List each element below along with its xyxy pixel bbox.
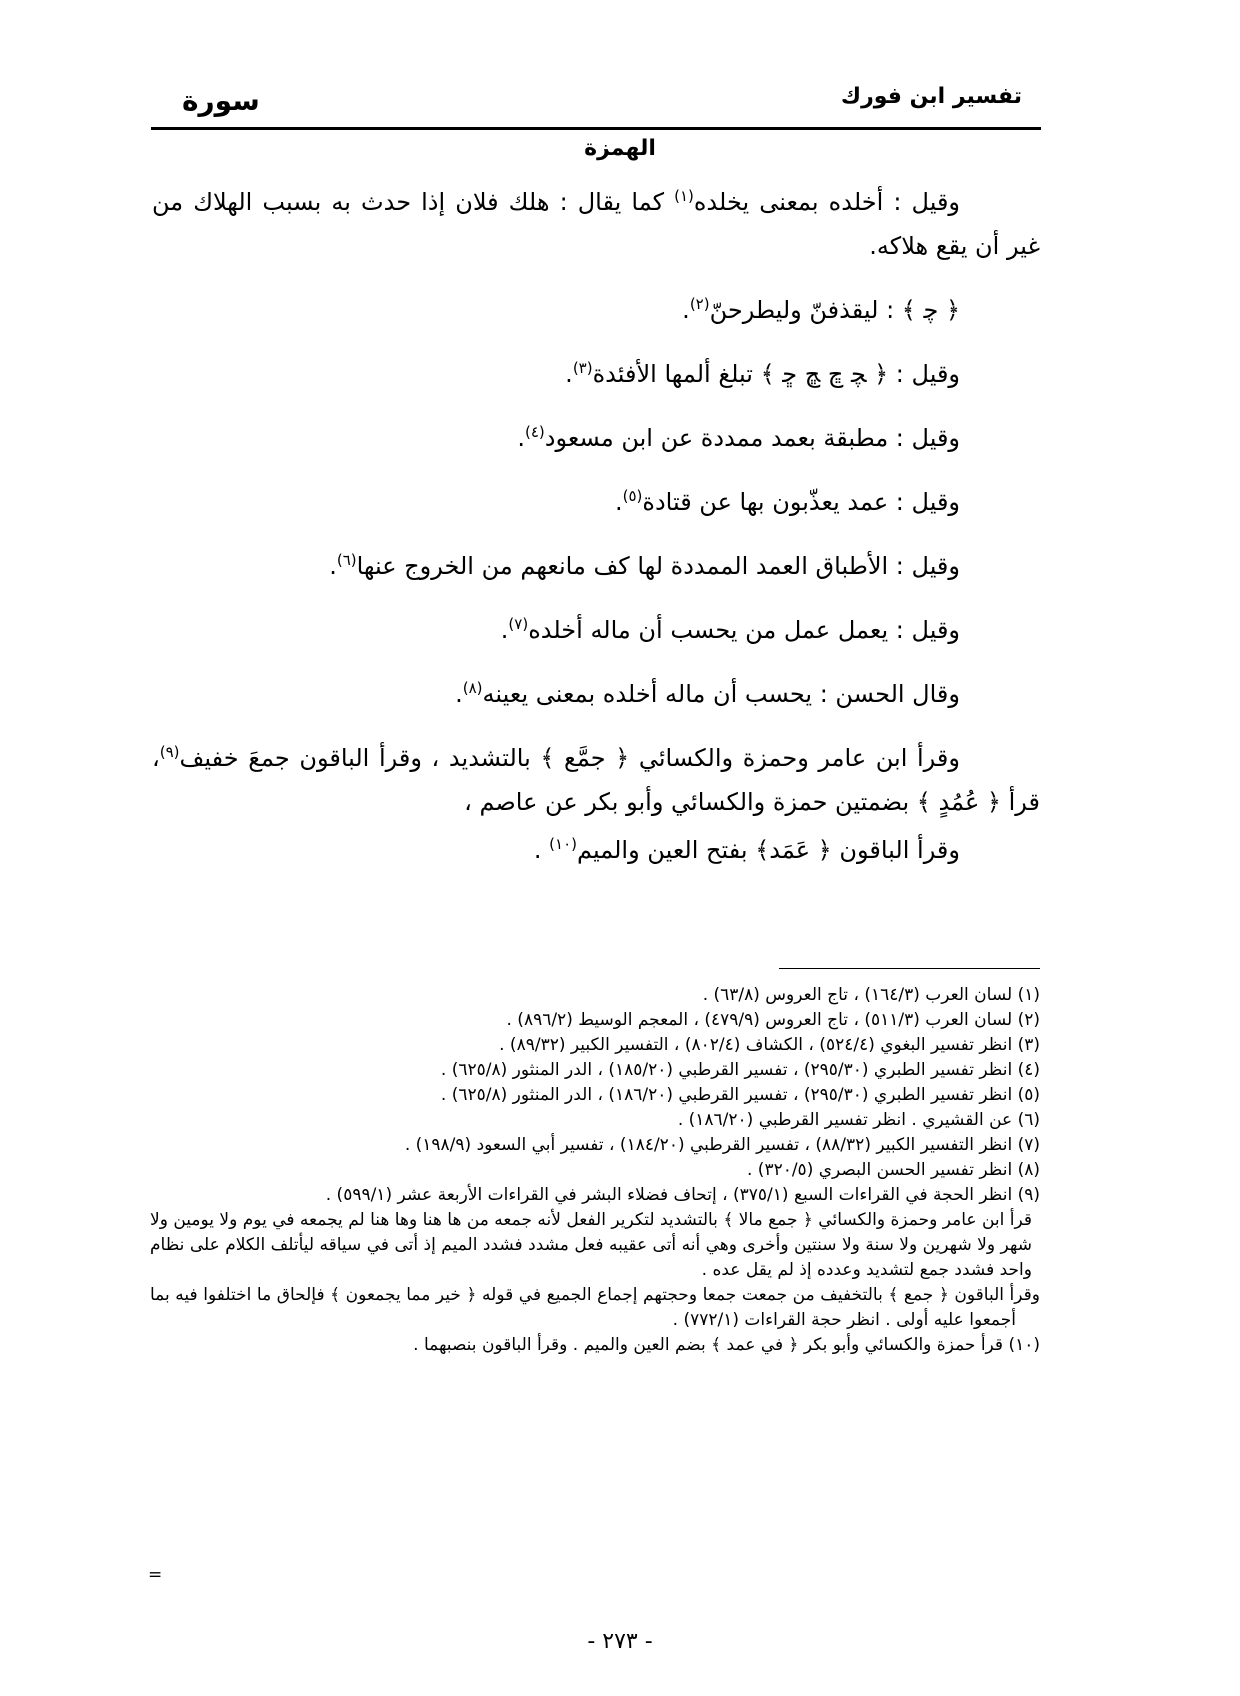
paragraph-text: . bbox=[565, 360, 573, 388]
footnote-continuation: قرأ ابن عامر وحمزة والكسائي ﴿ جمع مالا ﴾ بالتشديد لتكرير الفعل لأنه جمعه من ها هنا وها هنا لم يجمعه في يوم ولا يومين ولا شهر ولا شهرين ولا سنة ولا سنتين وأخرى وهي أنه أتى عقيبه فعل مشدد فشدد الميم إذ أتى في سياقه ليأتلف الكلام على نظام واحد فشدد جمع لتشديد وعدده إذ لم يقل عده . bbox=[150, 1210, 1032, 1280]
body-paragraph bbox=[152, 672, 1040, 716]
footnote: (١) لسان العرب (١٦٤/٣) ، تاج العروس (٦٣/٨) . bbox=[702, 985, 1040, 1005]
paragraph-text: وقيل : أخلده بمعنى يخلده bbox=[693, 188, 961, 216]
paragraph-text: كما يقال : هلك فلان إذا حدث به بسبب الهلاك من غير أن يقع هلاكه. bbox=[152, 188, 1040, 260]
running-head-book-title: تفسير ابن فورك bbox=[840, 84, 1022, 109]
paragraph-text: وقرأ الباقون ﴿ عَمَد﴾ بفتح العين والميم bbox=[577, 836, 960, 864]
footnote-ref: (٧) bbox=[508, 615, 529, 633]
paragraph-text: . bbox=[455, 680, 463, 708]
paragraph-text: . bbox=[500, 616, 509, 644]
paragraph-text: وقيل : عمد يعذّبون بها عن قتادة bbox=[642, 488, 960, 516]
footnote-ref: (٥) bbox=[622, 487, 643, 505]
paragraph-text: وقيل : يعمل عمل من يحسب أن ماله أخلده bbox=[528, 616, 960, 644]
paragraph-text: ﴿ ﭼ ﴾ : ليقذفنّ وليطرحنّ bbox=[709, 296, 960, 324]
body-paragraph bbox=[152, 736, 1040, 824]
paragraph-text: . bbox=[329, 552, 337, 580]
footnote: (٦) عن القشيري . انظر تفسير القرطبي (١٨٦/٢٠) . bbox=[677, 1110, 1040, 1130]
footnote-ref: (١٠) bbox=[549, 835, 578, 853]
footnote-ref: (٣) bbox=[572, 359, 593, 377]
footnote: (٥) انظر تفسير الطبري (٢٩٥/٣٠) ، تفسير القرطبي (١٨٦/٢٠) ، الدر المنثور (٦٢٥/٨) . bbox=[440, 1085, 1040, 1105]
footnote: (٣) انظر تفسير البغوي (٥٢٤/٤) ، الكشاف (٨٠٢/٤) ، التفسير الكبير (٨٩/٣٢) . bbox=[499, 1035, 1040, 1055]
page-number: - ٢٧٣ - bbox=[587, 1629, 653, 1654]
continuation-mark: = bbox=[148, 1565, 163, 1585]
footnote-separator bbox=[779, 968, 1040, 969]
footnote-ref: (٦) bbox=[336, 551, 357, 569]
body-paragraph bbox=[152, 352, 1040, 396]
paragraph-text: وقرأ ابن عامر وحمزة والكسائي ﴿ جمَّع ﴾ بالتشديد ، وقرأ الباقون جمعَ خفيف bbox=[179, 744, 960, 772]
footnote: (٨) انظر تفسير الحسن البصري (٣٢٠/٥) . bbox=[746, 1160, 1040, 1180]
footnote-ref: (٢) bbox=[689, 295, 710, 313]
body-paragraph bbox=[152, 544, 1040, 588]
main-text-block bbox=[152, 180, 1040, 872]
footnote-ref: (١) bbox=[674, 187, 694, 205]
footnote: (١٠) قرأ حمزة والكسائي وأبو بكر ﴿ في عمد ﴾ بضم العين والميم . وقرأ الباقون بنصبهما . bbox=[413, 1335, 1040, 1355]
body-paragraph bbox=[152, 480, 1040, 524]
body-paragraph bbox=[152, 180, 1040, 268]
body-paragraph bbox=[152, 828, 1040, 872]
running-head-surah-name: الهمزة bbox=[584, 136, 656, 161]
paragraph-text: وقيل : الأطباق العمد الممددة لها كف مانعهم من الخروج عنها bbox=[356, 552, 960, 580]
footnote: (٧) انظر التفسير الكبير (٨٨/٣٢) ، تفسير القرطبي (١٨٤/٢٠) ، تفسير أبي السعود (١٩٨/٩) . bbox=[404, 1135, 1040, 1155]
footnote-continuation: وقرأ الباقون ﴿ جمع ﴾ بالتخفيف من جمعت جمعا وحجتهم إجماع الجميع في قوله ﴿ خير مما يجمعون ﴾ فإلحاق ما اختلفوا فيه بما أجمعوا عليه أولى . انظر حجة القراءات (٧٧٢/١) . bbox=[150, 1285, 1040, 1330]
footnote-ref: (٨) bbox=[462, 679, 483, 697]
running-head-surah-label: سورة bbox=[182, 84, 260, 117]
paragraph-text: . bbox=[517, 424, 525, 452]
footnote: (٤) انظر تفسير الطبري (٢٩٥/٣٠) ، تفسير القرطبي (١٨٥/٢٠) ، الدر المنثور (٦٢٥/٨) . bbox=[440, 1060, 1040, 1080]
paragraph-text: . bbox=[682, 296, 690, 324]
footnote: (٩) انظر الحجة في القراءات السبع (٣٧٥/١) ، إتحاف فضلاء البشر في القراءات الأربعة عشر (٥٩٩/١) . bbox=[325, 1185, 1040, 1205]
body-paragraph bbox=[152, 288, 1040, 332]
paragraph-text: وقال الحسن : يحسب أن ماله أخلده بمعنى يعينه bbox=[482, 680, 960, 708]
body-paragraph bbox=[152, 416, 1040, 460]
body-paragraph bbox=[152, 608, 1040, 652]
header-divider bbox=[151, 127, 1041, 130]
footnote: (٢) لسان العرب (٥١١/٣) ، تاج العروس (٤٧٩/٩) ، المعجم الوسيط (٨٩٦/٢) . bbox=[506, 1010, 1040, 1030]
footnotes-block bbox=[150, 983, 1040, 1358]
paragraph-text: . bbox=[614, 488, 623, 516]
footnote-ref: (٩) bbox=[159, 743, 180, 761]
paragraph-text: . bbox=[533, 836, 550, 864]
paragraph-text: ، قرأ ﴿ عُمُدٍ ﴾ بضمتين حمزة والكسائي وأبو بكر عن عاصم ، bbox=[152, 744, 1040, 816]
paragraph-text: وقيل : مطبقة بعمد ممددة عن ابن مسعود bbox=[544, 424, 960, 452]
paragraph-text: وقيل : ﴿ ﭽ ﭾ ﭿ ﮀ ﴾ تبلغ ألمها الأفئدة bbox=[592, 360, 960, 388]
footnote-ref: (٤) bbox=[525, 423, 545, 441]
